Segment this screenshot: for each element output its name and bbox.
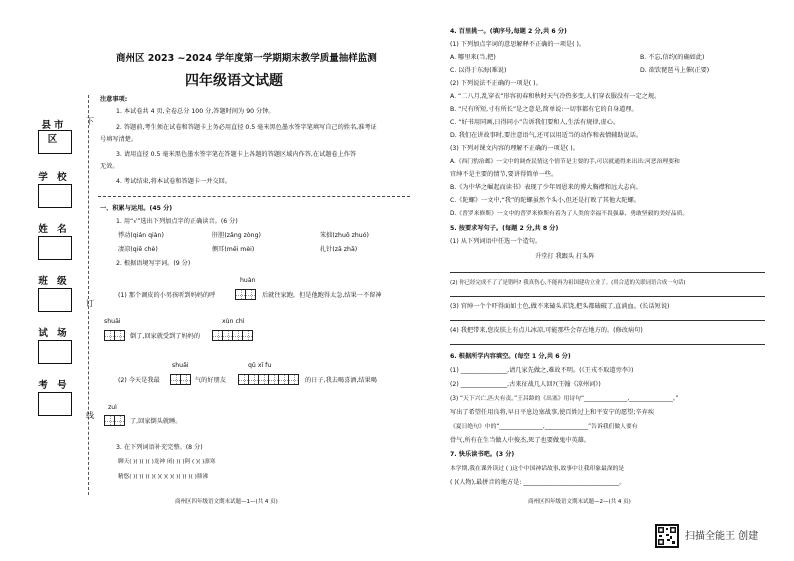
- side-label-county: 县市区: [41, 120, 67, 145]
- q6-3c: 《夏日绝句》中的“_______________,_______________”告诉我们做人要有: [450, 424, 638, 430]
- side-label-room: 试 场: [38, 328, 70, 339]
- q7-1: 本学期,我在课外读过 ( )这个中国神话故事,故事中让我印象最深的是: [450, 466, 625, 472]
- bind-mark-xia: 下: [86, 117, 94, 126]
- page1-footer: 商州区四年级语文期末试题—1—(共 4 页): [175, 499, 278, 505]
- answer-grid-xunchi[interactable]: [212, 330, 252, 341]
- q2-stem: 2. 根据语境写字词。(9 分): [116, 260, 191, 267]
- q4-1: (1) 下列加点字词的意思解释不正确的一项是( )。: [450, 41, 586, 48]
- side-label-school: 学 校: [38, 172, 70, 183]
- q6-2: (2) _______________,古来征战几人回?(王翰《凉州词》): [450, 381, 601, 388]
- q2-line4: 了,回家倒头就睡。: [130, 418, 182, 425]
- q4-2: (2) 下列说法不正确的一项是( )。: [450, 80, 542, 87]
- q4-2-b: B. “尺有所短,寸有所长”是之意是,简单说:一切事都有它的自身道理。: [450, 106, 638, 113]
- pinyin-shuai2: shuǎi: [172, 362, 189, 369]
- qr-code-icon: [655, 524, 679, 548]
- answer-line-q5-3[interactable]: [450, 320, 765, 321]
- q1-row1-c: 笨拙(zhuō zhuó): [320, 232, 369, 239]
- answer-grid-quxifu[interactable]: [238, 374, 298, 385]
- q3-stem: 3. 在下列词语补充完整。(8 分): [116, 444, 203, 451]
- answer-line-q5-2[interactable]: [450, 296, 765, 297]
- q5-1: (1) 从下列词语中任选一个造句。: [450, 238, 542, 245]
- answer-line-q5-4[interactable]: [450, 344, 765, 345]
- section-1-heading: 一、积累与运用。(45 分): [100, 205, 173, 212]
- q3-row2: 精悠( )( )( )( )( )( )( )( )( )( )( )鼎沸: [118, 474, 208, 480]
- q2-line1a: (1) 那个调皮的小男孩听到妈妈的呼: [118, 292, 216, 299]
- answer-grid-huan[interactable]: [235, 289, 255, 300]
- side-box-school: [38, 184, 72, 208]
- q7-2: ( )(人物),最拼音的地方是: _______________________________。: [450, 479, 626, 486]
- q4-2-c: C. “好书用同画,日得同小”告诉我们要和人,生活有规律,虚心。: [450, 119, 620, 126]
- q2-line2: 倒了,回家就受到了妈妈的: [130, 333, 201, 340]
- binding-line: [88, 95, 89, 495]
- note-2b: 号填写清楚。: [100, 136, 138, 143]
- side-box-number: [38, 392, 72, 416]
- side-box-class: [38, 288, 72, 312]
- side-label-number: 考 号: [38, 380, 70, 391]
- note-1: 1. 本试卷共 4 页,全卷总分 100 分,答题时间为 90 分钟。: [116, 108, 275, 115]
- q1-row2-b: 侧耳(měi mèi): [212, 246, 255, 253]
- q4-3-a: A.《西门豹治邺》一文中的调查民情这个情节是主要的手,可以就通得来出出:河恶治理要和: [450, 159, 680, 165]
- q5-stem: 5. 按要求写句子。(每题 2 分,共 8 分): [450, 225, 559, 232]
- q1-row2-a: 凄凉(qiē chè): [118, 246, 158, 253]
- bind-mark-xian: 线: [86, 411, 94, 420]
- q2-line3b: 气的好朋友: [195, 377, 226, 384]
- q4-1-c: C. 以得于东海(难说): [450, 67, 507, 74]
- q4-stem: 4. 百里挑一。(填序号,每题 2 分,共 6 分): [450, 28, 567, 35]
- q2-line3c: 的日子,我去喝喜酒,结果喝: [305, 377, 377, 384]
- side-box-room: [38, 340, 72, 364]
- exam-header: 商州区 2023 ~2024 学年度第一学期期末教学质量抽样监测: [116, 53, 377, 64]
- bind-mark-ding: 订: [86, 299, 94, 308]
- note-4: 4. 考试结束,将本试卷和答题卡一并交回。: [116, 178, 232, 185]
- q7-stem: 7. 快乐读书吧。(3 分): [450, 451, 515, 458]
- q5-4: (4) 我把带来,您皮肤上有点儿冰凉,可能那些会存在地方的。(修改病句): [450, 327, 643, 334]
- side-label-class: 班 级: [38, 276, 70, 287]
- q4-1-d: D. 欲饮琵琶马上催(正要): [640, 67, 710, 74]
- pinyin-quxifu: qǔ xī fu: [248, 362, 272, 369]
- q4-2-a: A. “二八月,乱穿衣”形容初春和秋时天气冷热多变,人们穿衣服没有一定之规。: [450, 93, 661, 100]
- q3-row1: 聊天( )( )( )( )龙神 闭( )( )阿 ( )( )凛寒: [118, 459, 216, 465]
- pinyin-shuai: shuāi: [104, 318, 121, 325]
- q2-line1b: 后就往家跑。但是他跑得太急,结果一不留神: [262, 292, 382, 299]
- q5-3: (3) 官绅一个个吓得面如土色,做不来磕头求饶,把头都磕破了,直淌血。(长话短说): [450, 303, 670, 310]
- q2-line3a: (2) 今天是我最: [118, 377, 160, 384]
- answer-grid-shuai[interactable]: [104, 330, 124, 341]
- answer-line-q5-1[interactable]: [450, 272, 765, 273]
- answer-grid-zui[interactable]: [104, 415, 124, 426]
- q6-3: (3) “天下兴亡,匹夫有责。”王昌龄的《出塞》用诗句“_______________,_______________。”: [450, 396, 679, 402]
- page2-footer: 商州区四年级语文期末试题—2—(共 4 页): [528, 499, 631, 505]
- q4-1-b: B. 不忘,信约(的确如此): [640, 54, 705, 61]
- answer-grid-shuai2[interactable]: [170, 374, 190, 385]
- side-box-name: [38, 236, 72, 260]
- q4-3-c: C.《陀螺》一文中,“我”的陀螺虽然个头小,但还是打败了其他大陀螺。: [450, 197, 640, 204]
- q4-2-d: D. 我们在讲故事时,要注意语气,还可以用适当的动作和表情辅助说话。: [450, 132, 643, 139]
- note-3: 3. 请用直径 0.5 毫米黑色墨水签字笔在答题卡上各题的答题区域内作答,在试题卷上作答: [116, 151, 357, 158]
- q6-stem: 6. 根据所学内容填空。(每空 1 分,共 6 分): [450, 353, 571, 360]
- pinyin-huan: huàn: [240, 277, 256, 284]
- scanner-brand: 扫描全能王 创建: [685, 531, 759, 542]
- q4-3-d: D.《普罗米修斯》一文中的普罗米修斯有着为了人类的幸福不畏强暴、勇敢坚毅的美好品质。: [450, 211, 689, 217]
- q1-row1-b: 肝胆(zǎng zòng): [212, 232, 261, 239]
- page1-divider: [98, 196, 410, 197]
- q1-row2-c: 扎针(zā zhā): [320, 246, 358, 253]
- notes-heading: 注意事项:: [100, 96, 128, 103]
- q4-3-b: B.《为中华之崛起而读书》表现了少年周恩来的博大胸襟和远大志向。: [450, 184, 642, 191]
- q6-3d: 骨气,所有在生当做人中俊杰,死了也要做鬼中英雄。: [450, 437, 591, 444]
- q1-stem: 1. 用“√”选出下列加点字的正确读音。(6 分): [116, 218, 238, 225]
- q1-row1-a: 悸动(qián qiàn): [118, 232, 164, 239]
- q4-1-a: A. 哪里来(当,把): [450, 54, 496, 61]
- note-2: 2. 答题前,考生须在试卷和答题卡上务必用直径 0.5 毫米黑色墨水签字笔填写自己的姓名,准考证: [116, 124, 377, 131]
- q5-2: (2) 你已经完成不了了是错吗? 我真伤心,不能再为祖国建功立业了。(用合适的关联词语合成一句话): [450, 280, 686, 286]
- pinyin-xunchi: xùn chì: [222, 318, 245, 325]
- q6-3b: 写出了希望任用良将,早日平息边塞战事,使百姓过上和平安宁的愿望;辛弃疾: [450, 409, 655, 416]
- q6-1: (1) _______________,请几家先做之,难故不明。(《王戎不取道旁李》): [450, 367, 634, 374]
- q5-1-words: 升堂打 我跟头 打头阵: [535, 253, 595, 260]
- pinyin-zui: zuì: [108, 404, 117, 411]
- side-label-name: 姓 名: [38, 224, 70, 235]
- q4-3-a2: 官绅不是主要的情节,要讲得简单一些。: [450, 171, 558, 178]
- q4-3: (3) 下列对课文内容的理解不正确的一项是( )。: [450, 145, 579, 152]
- exam-title: 四年级语文试题: [185, 73, 283, 89]
- note-3b: 无效。: [100, 163, 119, 170]
